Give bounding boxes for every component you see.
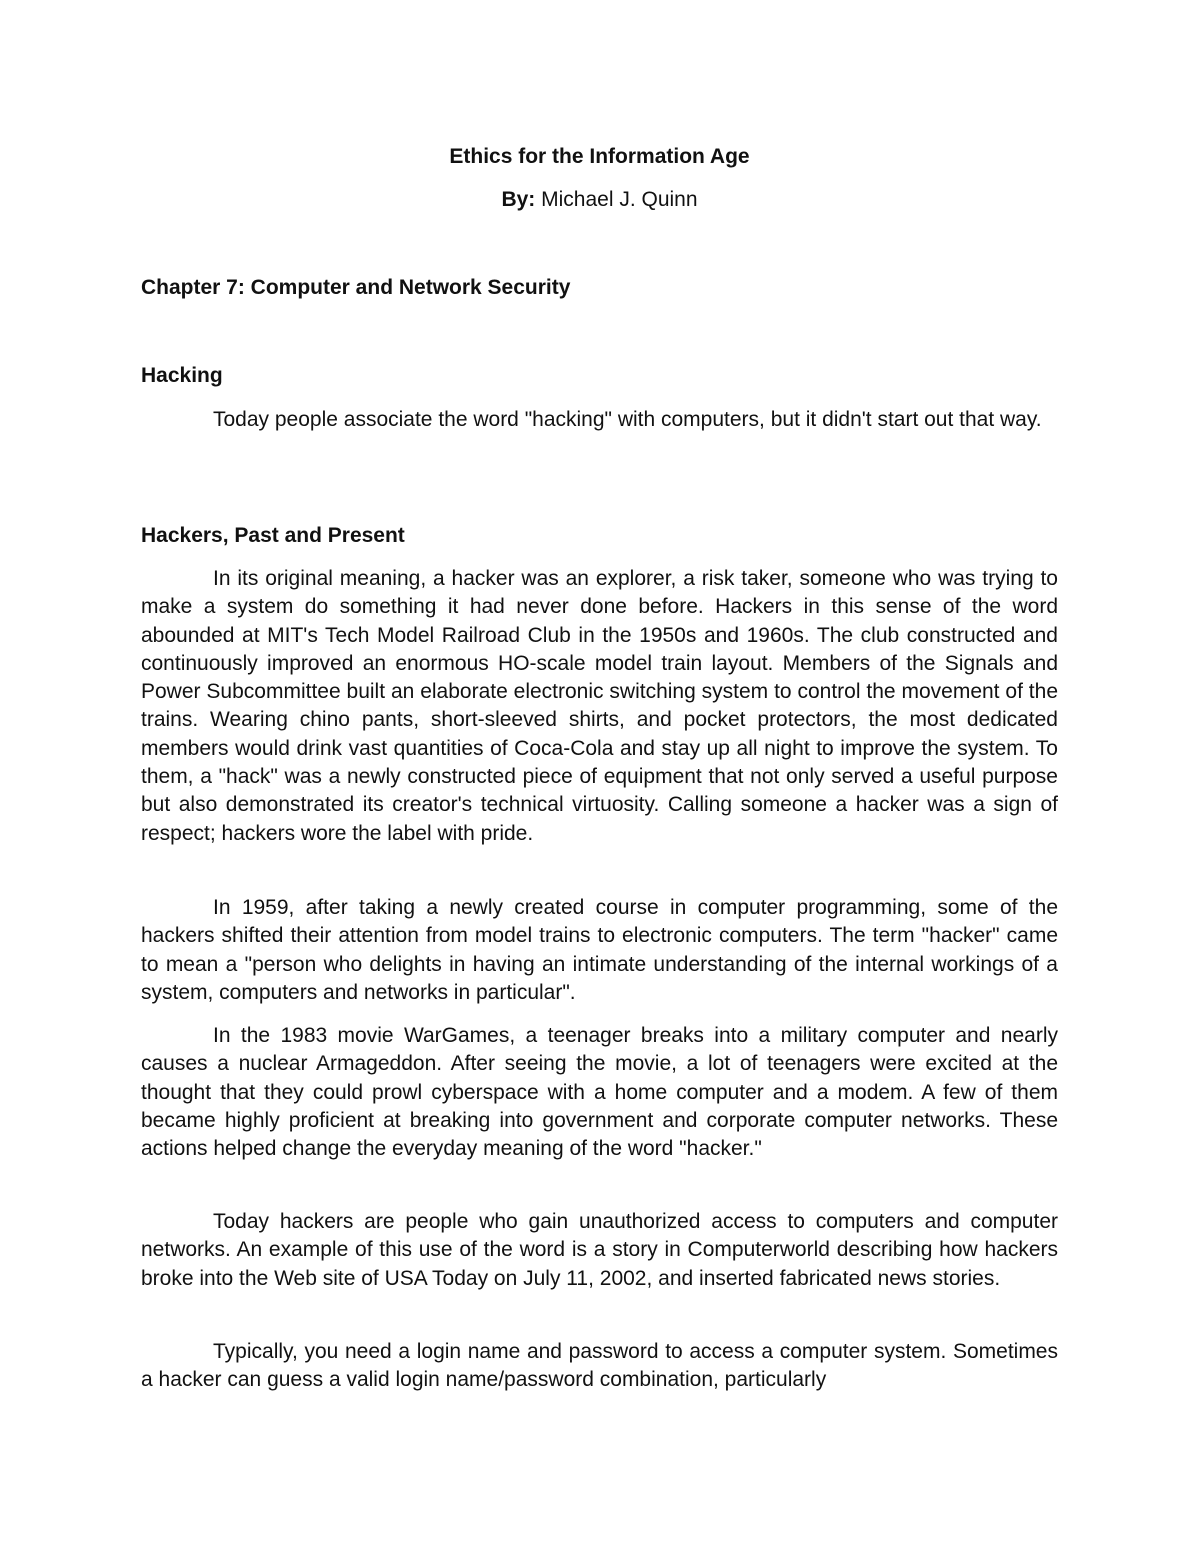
document-title: Ethics for the Information Age [449,145,750,168]
paragraph: In its original meaning, a hacker was an explorer, a risk taker, someone who was trying to make a system do something it had never done before. Hackers in this sense of the word abounded at MIT's Tech Model Railroad Club in the 1950s and 1960s. The club constructed and continuously improved an enormous HO-scale model train layout. Members of the Signals and Power Subcommittee built an elaborate electronic switching system to control the movement of the trains. Wearing chino pants, short-sleeved shirts, and pocket protectors, the most dedicated members would drink vast quantities of Coca-Cola and stay up all night to improve the system. To them, a "hack" was a newly constructed piece of equipment that not only served a useful purpose but also demonstrated its creator's technical virtuosity. Calling someone a hacker was a sign of respect; hackers wore the label with pride. [141,567,1058,845]
paragraph: Typically, you need a login name and password to access a computer system. Sometimes a hacker can guess a valid login name/password combination, particularly [141,1340,1058,1392]
byline-author: Michael J. Quinn [535,188,698,211]
section-heading-hackers-past-present: Hackers, Past and Present [141,524,405,547]
document-page [141,0,1058,1553]
byline-label: By: [501,188,536,211]
byline [141,186,1058,214]
chapter-heading: Chapter 7: Computer and Network Security [141,276,571,299]
paragraph: In 1959, after taking a newly created course in computer programming, some of the hackers shifted their attention from model trains to electronic computers. The term "hacker" came to mean a "person who delights in having an intimate understanding of the internal workings of a system, computers and networks in particular". [141,896,1058,1004]
paragraph: Today hackers are people who gain unauthorized access to computers and computer networks. An example of this use of the word is a story in Computerworld describing how hackers broke into the Web site of USA Today on July 11, 2002, and inserted fabricated news stories. [141,1210,1058,1290]
paragraph: Today people associate the word "hacking" with computers, but it didn't start out that way. [213,408,1042,431]
paragraph: In the 1983 movie WarGames, a teenager breaks into a military computer and nearly causes a nuclear Armageddon. After seeing the movie, a lot of teenagers were excited at the thought that they could prowl cyberspace with a home computer and a modem. A few of them became highly proficient at breaking into government and corporate computer networks. These actions helped change the everyday meaning of the word "hacker." [141,1024,1058,1161]
section-heading-hacking: Hacking [141,364,223,387]
